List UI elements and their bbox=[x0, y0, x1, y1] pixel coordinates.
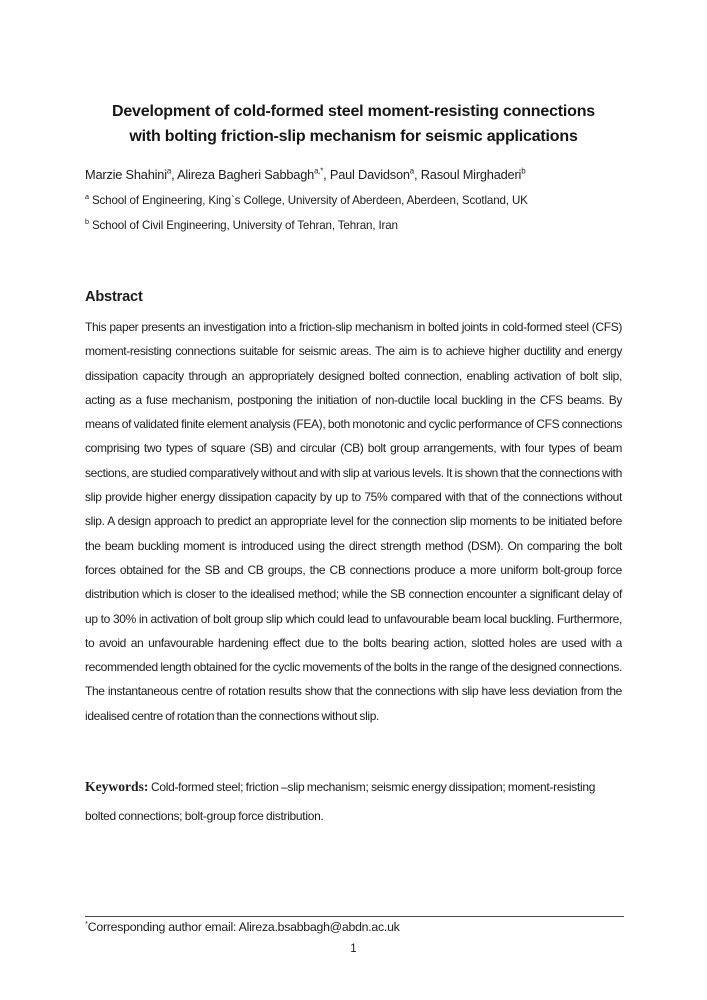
affiliation-a-marker: a bbox=[85, 192, 89, 202]
author-3 bbox=[330, 167, 414, 182]
author-separator: , bbox=[323, 167, 330, 182]
author-3-affiliation-marker: a bbox=[409, 166, 415, 176]
author-4-affiliation-marker: b bbox=[521, 166, 526, 176]
keywords-label: Keywords: bbox=[85, 779, 149, 795]
author-1 bbox=[85, 167, 171, 182]
author-separator: , bbox=[171, 167, 178, 182]
affiliation-a bbox=[85, 194, 622, 207]
affiliation-b bbox=[85, 219, 622, 232]
author-2-affiliation-marker: a,* bbox=[314, 166, 324, 176]
author-3-name: Paul Davidson bbox=[329, 167, 410, 182]
paper-title-line-1: Development of cold-formed steel moment-resisting connections bbox=[112, 103, 595, 120]
author-4-name: Rasoul Mirghaderi bbox=[420, 167, 522, 182]
footnote-label: Corresponding author email: bbox=[87, 920, 237, 934]
affiliation-b-marker: b bbox=[85, 217, 89, 227]
affiliation-b-text: School of Civil Engineering, University of Tehran, Tehran, Iran bbox=[91, 219, 398, 232]
affiliation-a-text: School of Engineering, King`s College, University of Aberdeen, Aberdeen, Scotland, UK bbox=[91, 194, 528, 207]
paper-title bbox=[85, 99, 622, 149]
footnote-marker: * bbox=[85, 918, 88, 928]
keywords-text: Cold-formed steel; friction –slip mechanism; seismic energy dissipation; moment-resisting bolted connections; bolt-group force distribution. bbox=[85, 780, 596, 824]
corresponding-author-email: Alireza.bsabbagh@abdn.ac.uk bbox=[238, 920, 400, 934]
author-1-name: Marzie Shahini bbox=[85, 167, 167, 182]
paper-title-line-2: with bolting friction-slip mechanism for seismic applications bbox=[129, 128, 578, 145]
page-number: 1 bbox=[350, 943, 357, 955]
author-separator: , bbox=[414, 167, 421, 182]
corresponding-author-footnote bbox=[85, 916, 624, 934]
author-2 bbox=[177, 167, 323, 182]
abstract-heading: Abstract bbox=[85, 289, 143, 305]
author-line bbox=[85, 167, 622, 182]
abstract-body: This paper presents an investigation into a friction-slip mechanism in bolted joints in cold-formed steel (CFS) moment-resisting connections suitable for seismic areas. The aim is to achieve higher ductility and energy dissipation capacity through an appropriately designed bolted connection, enabling activation of bolt slip, acting as a fuse mechanism, postponing the initiation of non-ductile local buckling in the CFS beams. By means of validated finite element analysis (FEA), both monotonic and cyclic performance of CFS connections comprising two types of square (SB) and circular (CB) bolt group arrangements, with four types of beam sections, are studied comparatively without and with slip at various levels. It is shown that the connections with slip provide higher energy dissipation capacity by up to 75% compared with that of the connections without slip. A design approach to predict an appropriate level for the connection slip moments to be initiated before the beam buckling moment is introduced using the direct strength method (DSM). On comparing the bolt forces obtained for the SB and CB groups, the CB connections produce a more uniform bolt-group force distribution which is closer to the idealised method; while the SB connection encounter a significant delay of up to 30% in activation of bolt group slip which could lead to unfavourable beam local buckling. Furthermore, to avoid an unfavourable hardening effect due to the bolts bearing action, slotted holes are used with a recommended length obtained for the cyclic movements of the bolts in the range of the designed connections. The instantaneous centre of rotation results show that the connections with slip have less deviation from the idealised centre of rotation than the connections without slip. bbox=[85, 320, 622, 723]
author-4 bbox=[421, 167, 526, 182]
keywords-line bbox=[85, 772, 622, 831]
author-2-name: Alireza Bagheri Sabbagh bbox=[177, 167, 315, 182]
author-1-affiliation-marker: a bbox=[166, 166, 172, 176]
